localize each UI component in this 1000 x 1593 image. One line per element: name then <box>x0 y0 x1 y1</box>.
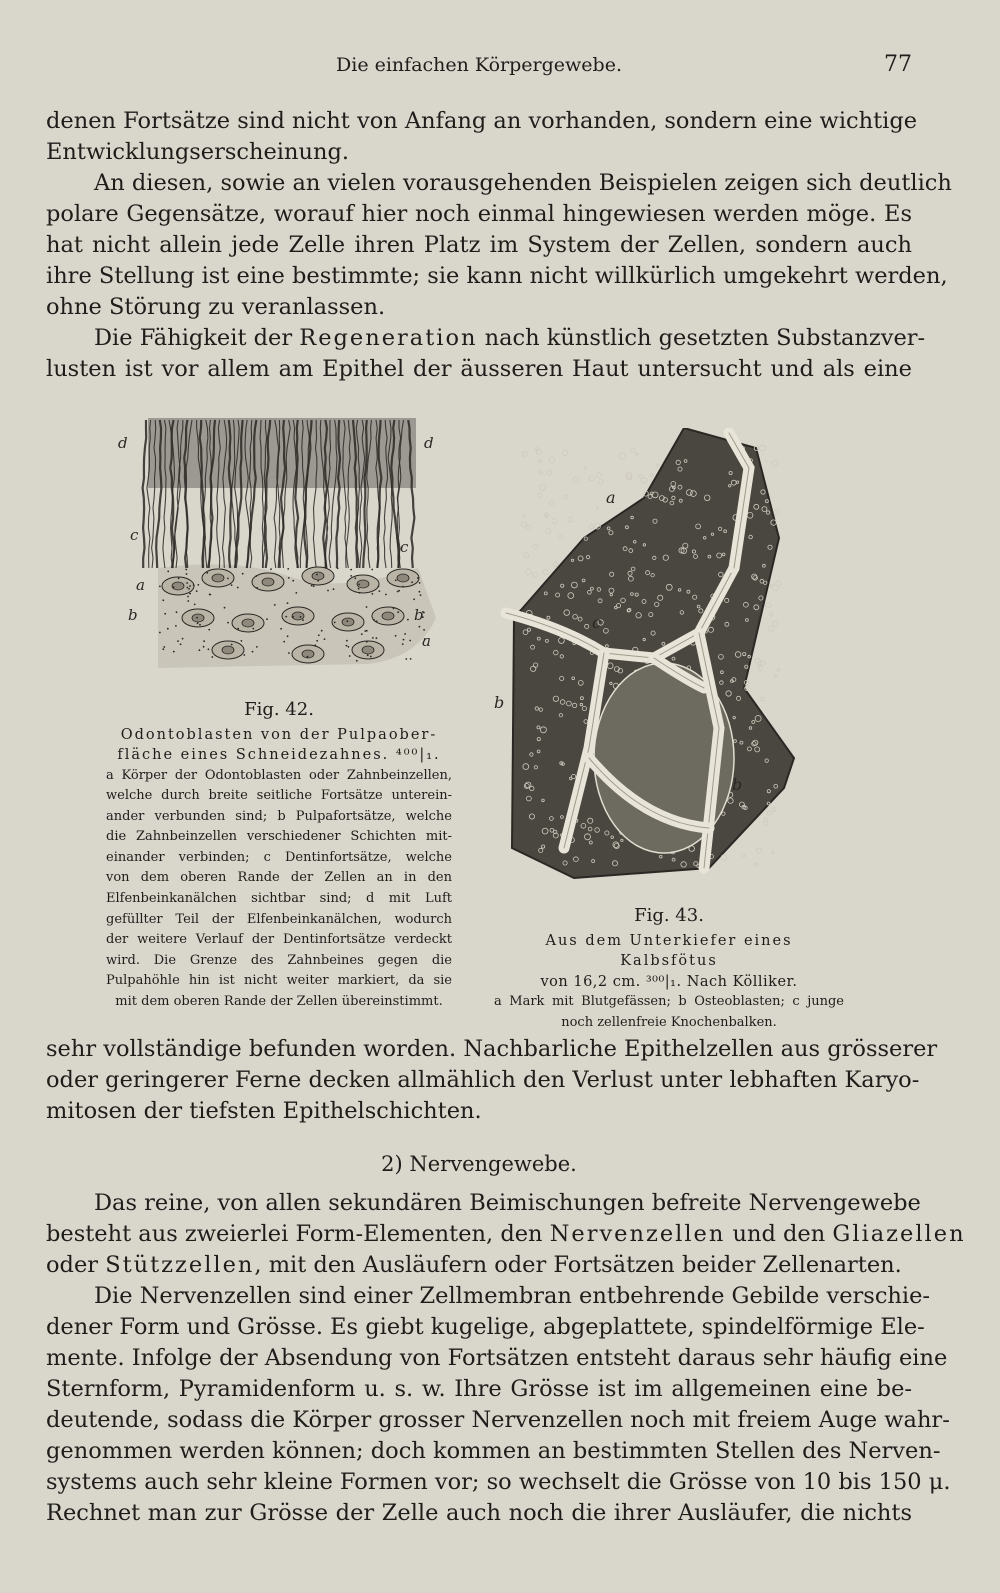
stipple-dot <box>327 590 329 592</box>
text-line <box>46 1250 912 1281</box>
osteoblast <box>620 453 626 459</box>
stipple-dot <box>227 622 229 624</box>
osteoblast <box>543 569 548 574</box>
stipple-dot <box>196 590 198 592</box>
text-line: hat nicht allein jede Zelle ihren Platz im System der Zellen, sondern auch <box>46 232 912 258</box>
text-line: ihre Stellung ist eine bestimmte; sie kann nicht willkürlich umgekehrt werden, <box>46 263 948 289</box>
osteoblast <box>525 569 531 575</box>
osteoblast <box>776 581 781 586</box>
cell-nucleus <box>242 619 254 627</box>
stipple-dot <box>411 581 413 583</box>
figure-label: b <box>732 775 743 794</box>
stipple-dot <box>274 604 276 606</box>
stipple-dot <box>348 646 350 648</box>
fig43-subtitle: von 16,2 cm. ³⁰⁰|₁. Nach Kölliker. <box>540 973 798 990</box>
cell-nucleus <box>262 578 274 586</box>
stipple-dot <box>397 611 399 613</box>
cell-nucleus <box>222 646 234 654</box>
emphasis-stuetzzellen: Stützzellen <box>105 1252 255 1278</box>
osteoblast <box>522 451 527 456</box>
stipple-dot <box>311 585 313 587</box>
stipple-dot <box>321 630 323 632</box>
text-line: oder geringerer Ferne decken allmählich den Verlust unter lebhaften Karyo- <box>46 1067 920 1093</box>
text-line <box>46 1219 966 1250</box>
text-line: An diesen, sowie an vielen vorausgehenden Beispielen zeigen sich deutlich <box>94 170 952 196</box>
fig42-description <box>106 766 452 1013</box>
fig43-drawing <box>494 428 798 884</box>
stipple-dot <box>177 640 179 642</box>
stipple-dot <box>241 640 243 642</box>
fig42-number: Fig. 42. <box>244 699 314 720</box>
stipple-dot <box>243 654 245 656</box>
osteoblast <box>767 811 771 815</box>
osteoblast <box>758 666 762 670</box>
osteoblast <box>642 478 648 484</box>
stipple-dot <box>256 575 258 577</box>
stipple-dot <box>185 569 187 571</box>
caption-line: welche durch breite seitliche Fortsätze unterein- <box>106 788 452 804</box>
osteoblast <box>553 562 557 566</box>
stipple-dot <box>419 591 421 593</box>
osteoblast <box>631 448 635 452</box>
figure-label: b <box>414 606 424 624</box>
caption-line: Pulpahöhle hin ist nicht weiter markiert, da sie <box>106 973 452 989</box>
stipple-dot <box>417 577 419 579</box>
osteoblast <box>599 479 604 484</box>
stipple-dot <box>209 594 211 596</box>
stipple-dot <box>334 622 336 624</box>
text-line: lusten ist vor allem am Epithel der äusseren Haut untersucht und als eine <box>46 356 912 382</box>
caption-line: der weitere Verlauf der Dentinfortsätze verdeckt <box>106 932 452 948</box>
text-line: sehr vollständige befunden worden. Nachbarliche Epithelzellen aus grösserer <box>46 1036 938 1062</box>
osteoblast <box>755 658 760 663</box>
paragraph-5 <box>46 1188 966 1529</box>
stipple-dot <box>346 620 348 622</box>
osteoblast <box>761 697 765 701</box>
stipple-dot <box>288 652 290 654</box>
osteoblast <box>764 821 769 826</box>
stipple-dot <box>346 640 348 642</box>
stipple-dot <box>256 646 258 648</box>
stipple-dot <box>393 608 395 610</box>
cell-nucleus <box>382 612 394 620</box>
stipple-dot <box>189 585 191 587</box>
text-run: , mit den Ausläufern oder Fortsätzen beider Zellenarten. <box>254 1252 902 1278</box>
stipple-dot <box>373 619 375 621</box>
osteoblast <box>754 863 757 866</box>
osteoblast <box>772 808 776 812</box>
osteoblast <box>549 458 555 464</box>
stipple-dot <box>187 587 189 589</box>
stipple-dot <box>288 577 290 579</box>
stipple-dot <box>366 606 368 608</box>
fig42-subtitle: fläche eines Schneidezahnes. ⁴⁰⁰|₁. <box>117 747 441 763</box>
caption-line: wird. Die Grenze des Zahnbeines gegen die <box>106 952 452 968</box>
stipple-dot <box>242 573 244 575</box>
stipple-dot <box>359 592 361 594</box>
osteoblast <box>563 450 568 455</box>
osteoblast <box>656 464 659 467</box>
stipple-dot <box>176 611 178 613</box>
stipple-dot <box>197 622 199 624</box>
caption-line: ander verbunden sind; b Pulpafortsätze, welche <box>106 808 452 824</box>
figure-label: b <box>494 693 505 712</box>
osteoblast <box>721 855 727 861</box>
fig43-subtitle: Aus dem Unterkiefer eines Kalbsfötus <box>545 932 793 969</box>
osteoblast <box>540 484 546 490</box>
stipple-dot <box>203 646 205 648</box>
stipple-dot <box>349 655 351 657</box>
stipple-dot <box>318 634 320 636</box>
stipple-dot <box>402 643 404 645</box>
cell-nucleus <box>172 582 184 590</box>
caption-line: gefüllter Teil der Elfenbeinkanälchen, wodurch <box>106 911 452 927</box>
running-header <box>46 54 912 84</box>
caption-line: noch zellenfreie Knochenbalken. <box>561 1014 777 1030</box>
stipple-dot <box>227 578 229 580</box>
stipple-dot <box>189 593 191 595</box>
stipple-dot <box>317 580 319 582</box>
osteoblast <box>774 510 779 515</box>
stipple-dot <box>409 640 411 642</box>
osteoblast <box>772 851 775 854</box>
stipple-dot <box>231 644 233 646</box>
figure-label: a <box>136 576 145 594</box>
figure-label: b <box>128 606 138 624</box>
stipple-dot <box>162 599 164 601</box>
stipple-dot <box>346 645 348 647</box>
stipple-dot <box>367 654 369 656</box>
figure-label: d <box>424 434 434 452</box>
stipple-dot <box>364 630 366 632</box>
text-run: nach künstlich gesetzten Substanzver- <box>477 325 926 351</box>
osteoblast <box>552 518 557 523</box>
osteoblast <box>771 585 774 588</box>
stipple-dot <box>419 626 421 628</box>
text-run: oder <box>46 1252 106 1278</box>
stipple-dot <box>167 628 169 630</box>
fig43-caption <box>494 906 844 1033</box>
stipple-dot <box>395 579 397 581</box>
stipple-dot <box>397 591 399 593</box>
stipple-dot <box>175 625 177 627</box>
text-run: besteht aus zweierlei Form-Elementen, den <box>46 1221 550 1247</box>
stipple-dot <box>419 582 421 584</box>
stipple-dot <box>252 651 254 653</box>
text-run: und den <box>725 1221 833 1247</box>
cell-nucleus <box>342 618 354 626</box>
osteoblast <box>597 473 602 478</box>
osteoblast <box>538 493 542 497</box>
stipple-dot <box>354 577 356 579</box>
text-line: deutende, sodass die Körper grosser Nervenzellen noch mit freiem Auge wahr- <box>46 1407 950 1433</box>
stipple-dot <box>402 586 404 588</box>
osteoblast <box>549 501 554 506</box>
stipple-dot <box>420 594 422 596</box>
fig42-drawing <box>118 418 448 686</box>
stipple-dot <box>361 633 363 635</box>
osteoblast <box>756 848 761 853</box>
osteoblast <box>559 534 563 538</box>
osteoblast <box>651 474 654 477</box>
stipple-dot <box>403 639 405 641</box>
stipple-dot <box>206 572 208 574</box>
text-line: Die Nervenzellen sind einer Zellmembran entbehrende Gebilde verschie- <box>94 1283 931 1309</box>
osteoblast <box>766 602 771 607</box>
stipple-dot <box>173 651 175 653</box>
osteoblast <box>538 460 541 463</box>
stipple-dot <box>376 620 378 622</box>
stipple-dot <box>208 629 210 631</box>
stipple-dot <box>211 656 213 658</box>
fig42-illustration <box>118 418 448 686</box>
osteoblast <box>770 613 773 616</box>
osteoblast <box>589 476 594 481</box>
stipple-dot <box>178 578 180 580</box>
stipple-dot <box>193 584 195 586</box>
emphasis-gliazellen: Gliazellen <box>832 1221 966 1247</box>
stipple-dot <box>187 600 189 602</box>
figure-label: c <box>400 538 409 556</box>
osteoblast <box>539 471 543 475</box>
text-line: ohne Störung zu veranlassen. <box>46 294 386 320</box>
stipple-dot <box>187 596 189 598</box>
stipple-dot <box>287 602 289 604</box>
stipple-dot <box>371 569 373 571</box>
osteoblast <box>524 553 529 558</box>
stipple-dot <box>333 588 335 590</box>
stipple-dot <box>337 567 339 569</box>
stipple-dot <box>173 586 175 588</box>
caption-line: die Zahnbeinzellen verschiedener Schichten mit- <box>106 829 452 845</box>
caption-line: a Körper der Odontoblasten oder Zahnbeinzellen, <box>106 767 452 783</box>
stipple-dot <box>413 598 415 600</box>
stipple-dot <box>370 656 372 658</box>
stipple-dot <box>292 580 294 582</box>
stipple-dot <box>163 646 165 648</box>
section-title: 2) Nervengewebe. <box>381 1152 577 1176</box>
osteoblast <box>533 544 538 549</box>
figure-label: a <box>606 488 616 507</box>
stipple-dot <box>302 619 304 621</box>
osteoblast <box>760 661 765 666</box>
stipple-dot <box>316 640 318 642</box>
text-line: Sternform, Pyramidenform u. s. w. Ihre Grösse ist im allgemeinen eine be- <box>46 1376 912 1402</box>
osteoblast <box>568 517 573 522</box>
stipple-dot <box>314 644 316 646</box>
figure-label: c <box>130 526 139 544</box>
osteoblast <box>536 449 541 454</box>
stipple-dot <box>372 637 374 639</box>
osteoblast <box>533 572 538 577</box>
stipple-dot <box>196 617 198 619</box>
text-line: Entwicklungserscheinung. <box>46 139 350 165</box>
emphasis-nervenzellen: Nervenzellen <box>549 1221 726 1247</box>
fig43-description <box>494 992 844 1033</box>
stipple-dot <box>159 586 161 588</box>
osteoblast <box>773 621 778 626</box>
stipple-dot <box>162 648 164 650</box>
stipple-dot <box>237 587 239 589</box>
caption-line: mit dem oberen Rande der Zellen übereinstimmt. <box>115 994 443 1010</box>
text-line: Das reine, von allen sekundären Beimischungen befreite Nervengewebe <box>94 1190 921 1216</box>
figure-label: c <box>592 613 601 632</box>
caption-line: einander verbinden; c Dentinfortsätze, welche <box>106 849 452 865</box>
text-line: Rechnet man zur Grösse der Zelle auch noch die ihrer Ausläufer, die nichts <box>46 1500 912 1526</box>
caption-line: von dem oberen Rande der Zellen an in den <box>106 870 452 886</box>
osteoblast <box>760 445 766 451</box>
stipple-dot <box>194 604 196 606</box>
stipple-dot <box>358 588 360 590</box>
stipple-dot <box>203 640 205 642</box>
text-line: mitosen der tiefsten Epithelschichten. <box>46 1098 482 1124</box>
stipple-dot <box>167 571 169 573</box>
air-filled-canals <box>148 418 416 488</box>
stipple-dot <box>231 584 233 586</box>
stipple-dot <box>283 641 285 643</box>
osteoblast <box>589 524 594 529</box>
stipple-dot <box>287 568 289 570</box>
stipple-dot <box>385 594 387 596</box>
osteoblast <box>777 668 780 671</box>
stipple-dot <box>379 590 381 592</box>
stipple-dot <box>159 632 161 634</box>
figure-label: d <box>118 434 128 452</box>
stipple-dot <box>208 648 210 650</box>
stipple-dot <box>292 616 294 618</box>
stipple-dot <box>224 607 226 609</box>
stipple-dot <box>407 619 409 621</box>
stipple-dot <box>423 629 425 631</box>
figure-label: a <box>422 632 431 650</box>
stipple-dot <box>366 641 368 643</box>
dentin-tubule <box>143 420 147 568</box>
stipple-dot <box>180 643 182 645</box>
stipple-dot <box>378 586 380 588</box>
stipple-dot <box>410 658 412 660</box>
paragraph-4 <box>46 1034 938 1127</box>
stipple-dot <box>256 587 258 589</box>
cell-nucleus <box>292 612 304 620</box>
osteoblast <box>584 467 587 470</box>
stipple-dot <box>313 585 315 587</box>
caption-line: a Mark mit Blutgefässen; b Osteoblasten; c junge <box>494 994 844 1009</box>
stipple-dot <box>295 592 297 594</box>
stipple-dot <box>350 575 352 577</box>
stipple-dot <box>186 573 188 575</box>
stipple-dot <box>358 584 360 586</box>
cell-nucleus <box>397 574 409 582</box>
fig43-illustration <box>494 428 798 884</box>
stipple-dot <box>237 628 239 630</box>
text-line: polare Gegensätze, worauf hier noch einmal hingewiesen werden möge. Es <box>46 201 912 227</box>
fig43-number: Fig. 43. <box>634 905 704 926</box>
text-line: mente. Infolge der Absendung von Fortsätzen entsteht daraus sehr häufig eine <box>46 1345 948 1371</box>
stipple-dot <box>350 569 352 571</box>
stipple-dot <box>266 618 268 620</box>
stipple-dot <box>164 613 166 615</box>
stipple-dot <box>372 593 374 595</box>
text-line <box>46 323 926 354</box>
stipple-dot <box>197 584 199 586</box>
text-line: dener Form und Grösse. Es giebt kugelige, abgeplattete, spindelförmige Ele- <box>46 1314 925 1340</box>
emphasis-regeneration: Regeneration <box>299 325 478 351</box>
osteoblast <box>546 529 551 534</box>
fig42-caption <box>106 700 452 1013</box>
stipple-dot <box>285 616 287 618</box>
stipple-dot <box>376 637 378 639</box>
stipple-dot <box>182 638 184 640</box>
stipple-dot <box>356 660 358 662</box>
stipple-dot <box>324 638 326 640</box>
cell-nucleus <box>212 574 224 582</box>
paragraph-1 <box>46 106 952 385</box>
osteoblast <box>742 854 745 857</box>
osteoblast <box>523 515 526 518</box>
header-title: Die einfachen Körpergewebe. <box>336 54 622 76</box>
osteoblast <box>636 453 639 456</box>
osteoblast <box>764 818 767 821</box>
stipple-dot <box>186 582 188 584</box>
osteoblast <box>573 477 578 482</box>
cell-nucleus <box>192 614 204 622</box>
osteoblast <box>547 470 552 475</box>
stipple-dot <box>188 588 190 590</box>
stipple-dot <box>270 568 272 570</box>
stipple-dot <box>280 628 282 630</box>
osteoblast <box>772 460 778 466</box>
stipple-dot <box>252 628 254 630</box>
cell-nucleus <box>362 646 374 654</box>
osteoblast <box>527 525 531 529</box>
osteoblast <box>774 675 776 677</box>
stipple-dot <box>395 635 397 637</box>
stipple-dot <box>300 616 302 618</box>
stipple-dot <box>199 624 201 626</box>
text-run: Die Fähigkeit der <box>94 325 300 351</box>
stipple-dot <box>404 633 406 635</box>
osteoblast <box>564 495 568 499</box>
cell-nucleus <box>312 572 324 580</box>
stipple-dot <box>287 635 289 637</box>
stipple-dot <box>405 658 407 660</box>
page-number: 77 <box>884 52 912 77</box>
text-line: genommen werden können; doch kommen an bestimmten Stellen des Nerven- <box>46 1438 941 1464</box>
osteoblast <box>522 522 527 527</box>
text-line: systems auch sehr kleine Formen vor; so wechselt die Grösse von 10 bis 150 μ. <box>46 1469 951 1495</box>
osteoblast <box>596 507 598 509</box>
stipple-dot <box>316 574 318 576</box>
osteoblast <box>769 626 774 631</box>
text-line: denen Fortsätze sind nicht von Anfang an vorhanden, sondern eine wichtige <box>46 108 918 134</box>
caption-line: Elfenbeinkanälchen sichtbar sind; d mit Luft <box>106 891 452 907</box>
stipple-dot <box>307 656 309 658</box>
stipple-dot <box>199 649 201 651</box>
fig42-subtitle: Odontoblasten von der Pulpaober- <box>120 726 438 743</box>
